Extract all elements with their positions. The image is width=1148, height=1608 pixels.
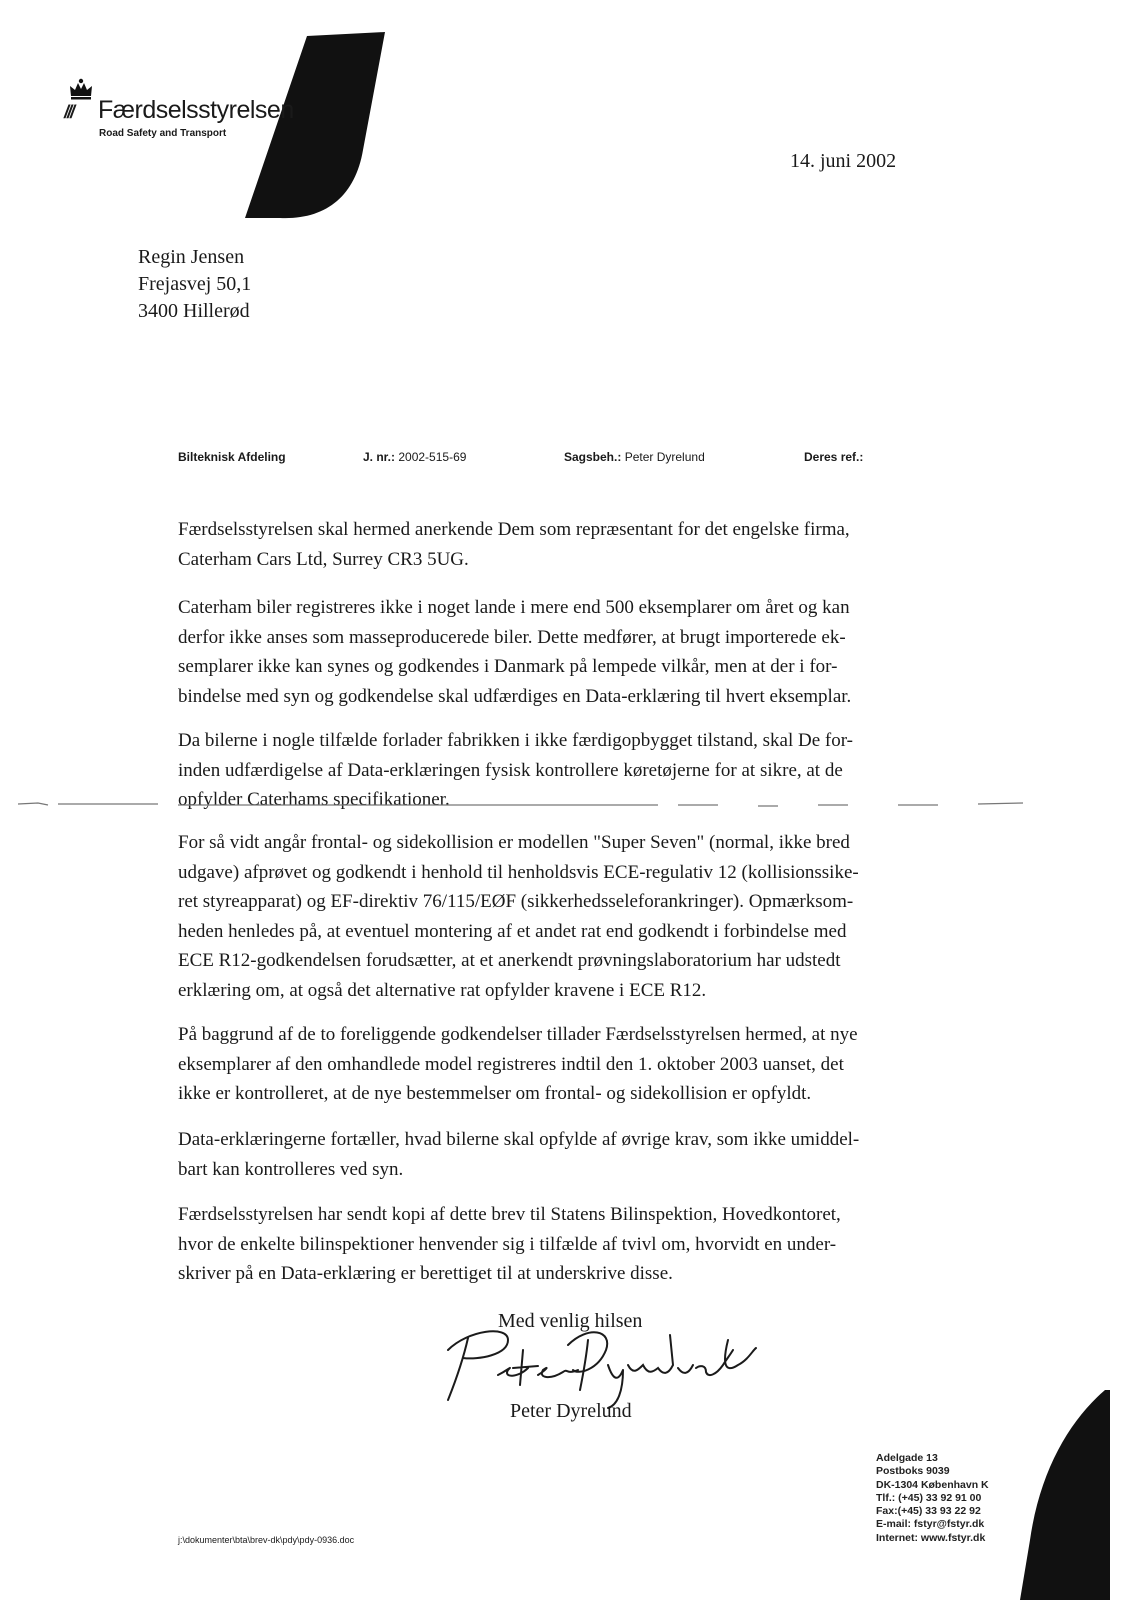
contact-line: E-mail: fstyr@fstyr.dk bbox=[876, 1518, 985, 1531]
organization-subtitle: Road Safety and Transport bbox=[99, 128, 227, 139]
contact-block bbox=[876, 1452, 989, 1545]
crown-icon bbox=[68, 78, 94, 100]
scan-artifact-line bbox=[18, 800, 1028, 808]
letterhead-logo bbox=[64, 78, 374, 138]
footer-graphic bbox=[1020, 1390, 1110, 1600]
your-reference: Deres ref.: bbox=[804, 450, 864, 464]
contact-line: Postboks 9039 bbox=[876, 1465, 950, 1478]
organization-name: Færdselsstyrelsen bbox=[98, 96, 294, 124]
document-file-path: j:\dokumenter\bta\brev-dk\pdy\pdy-0936.doc bbox=[178, 1535, 355, 1545]
caseworker: Sagsbeh.: Peter Dyrelund bbox=[564, 450, 705, 464]
paragraph: Da bilerne i nogle tilfælde forlader fabrikken i ikke færdigopbygget tilstand, skal De for- inden udfærdigelse af Data-erklæringen fysisk kontrollere køretøjerne for at sikre, at de opfylder Caterhams specifikationer. bbox=[178, 730, 853, 810]
recipient-city: 3400 Hillerød bbox=[138, 300, 250, 322]
contact-line: DK-1304 København K bbox=[876, 1478, 989, 1491]
recipient-address bbox=[138, 244, 251, 325]
paragraph: Data-erklæringerne fortæller, hvad bilerne skal opfylde af øvrige krav, som ikke umiddel- bart kan kontrolleres ved syn. bbox=[178, 1129, 860, 1180]
contact-line: Internet: www.fstyr.dk bbox=[876, 1531, 986, 1544]
paragraph: Færdselsstyrelsen har sendt kopi af dette brev til Statens Bilinspektion, Hovedkontoret, hvor de enkelte bilinspektioner henvender sig i tilfælde af tvivl om, hvorvidt en under- skriver på en Data-erklæring er berettiget til at underskrive disse. bbox=[178, 1204, 841, 1284]
signer-name: Peter Dyrelund bbox=[510, 1400, 632, 1422]
paragraph: På baggrund af de to foreliggende godkendelser tillader Færdselsstyrelsen hermed, at nye eksemplarer af den omhandlede model registreres indtil den 1. oktober 2003 uanset, det ikke er kontrolleret, at de nye bestemmelser om frontal- og sidekollision er opfyldt. bbox=[178, 1024, 858, 1104]
recipient-name: Regin Jensen bbox=[138, 246, 245, 268]
handwritten-signature bbox=[438, 1320, 758, 1410]
contact-line: Tlf.: (+45) 33 92 91 00 bbox=[876, 1491, 982, 1504]
letter-date: 14. juni 2002 bbox=[790, 150, 897, 172]
journal-number: J. nr.: 2002-515-69 bbox=[363, 450, 467, 464]
contact-line: Adelgade 13 bbox=[876, 1452, 938, 1464]
closing-salutation: Med venlig hilsen bbox=[498, 1310, 643, 1332]
paragraph: Færdselsstyrelsen skal hermed anerkende Dem som repræsentant for det engelske firma, Caterham Cars Ltd, Surrey CR3 5UG. bbox=[178, 519, 850, 570]
logo-mark: /// bbox=[64, 102, 74, 122]
paragraph: Caterham biler registreres ikke i noget lande i mere end 500 eksemplarer om året og kan derfor ikke anses som masseproducerede biler. Dette medfører, at brugt importerede ek- semplarer ikke kan synes og godkendes i Danmark på lempede vilkår, men at der i for- bindelse med syn og godkendelse skal udfærdiges en Data-erklæring til hvert eksemplar. bbox=[178, 597, 852, 707]
department: Bilteknisk Afdeling bbox=[178, 450, 286, 464]
contact-line: Fax:(+45) 33 93 22 92 bbox=[876, 1505, 981, 1518]
paragraph: For så vidt angår frontal- og sidekollision er modellen "Super Seven" (normal, ikke bred udgave) afprøvet og godkendt i henhold til henholdsvis ECE-regulativ 12 (kollisionssike- ret styreapparat) og EF-direktiv 76/115/EØF (sikkerhedsseleforankringer). Opmærksom- heden henledes på, at eventuel montering af et andet rat end godkendt i forbindelse med ECE R12-godkendelsen forudsætter, at et anerkendt prøvningslaboratorium har udstedt erklæring om, at også det alternative rat opfylder kravene i ECE R12. bbox=[178, 832, 859, 1001]
recipient-street: Frejasvej 50,1 bbox=[138, 273, 252, 295]
